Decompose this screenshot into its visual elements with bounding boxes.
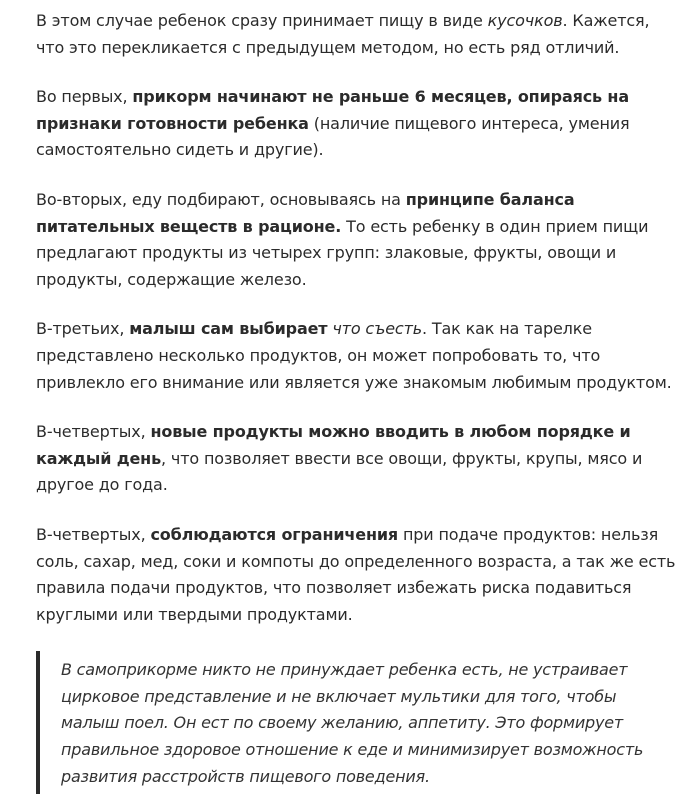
paragraph-intro [36,8,678,61]
text-span: В-четвертых, [36,422,151,442]
bold-text: принципе баланса питательных веществ в рационе. [36,189,575,236]
paragraph-second-point [36,187,678,293]
text-span: То есть ребенку в один прием пищи предлагают продукты из четырех групп: злаковые, фрукты, овощи и продукты, содержащие железо. [36,216,649,289]
italic-text: кусочков [487,11,563,30]
text-span: В-четвертых, [36,524,151,544]
blockquote-text: В самоприкорме никто не принуждает ребенка есть, не устраивает цирковое представление и не включает мультики для того, чтобы малыш поел. Он ест по своему желанию, аппетиту. Это формирует правильное здоровое отношение к еде и минимизирует возможность развития расстройств пищевого поведения. [61,660,644,786]
paragraph-fifth-point [36,522,678,628]
bold-text: прикорм начинают не раньше 6 месяцев, опираясь на признаки готовности ребенка [36,87,629,133]
text-span: . Так как на тарелке представлено несколько продуктов, он может попробовать то, что привлекло его внимание или является уже знакомым любимым продуктом. [36,319,672,392]
bold-text: новые продукты можно вводить в любом порядке и каждый день [36,422,631,468]
text-span: В этом случае ребенок сразу принимает пищу в виде [36,11,488,30]
blockquote [36,651,678,794]
paragraph-third-point [36,316,678,396]
paragraph-first-point [36,84,678,164]
paragraph-fourth-point [36,419,678,499]
italic-text: что съесть [332,319,423,339]
text-span: Во первых, [36,87,133,107]
text-span: В-третьих, [36,319,130,339]
text-span: . Кажется, что это перекликается с предыдущем методом, но есть ряд отличий. [36,11,650,57]
bold-text: соблюдаются ограничения [150,524,399,544]
bold-text: малыш сам выбирает [129,319,328,339]
text-span: Во-вторых, еду подбирают, основываясь на [36,189,406,209]
text-span: , что позволяет ввести все овощи, фрукты, крупы, мясо и другое до года. [36,448,643,495]
text-span: (наличие пищевого интереса, умения самостоятельно сидеть и другие). [36,113,630,160]
text-span: при подаче продуктов: нельзя соль, сахар, мед, соки и компоты до определенного возраста, а так же есть правила подачи продуктов, что позволяет избежать риска подавиться круглыми или твердыми продуктами. [36,524,676,624]
